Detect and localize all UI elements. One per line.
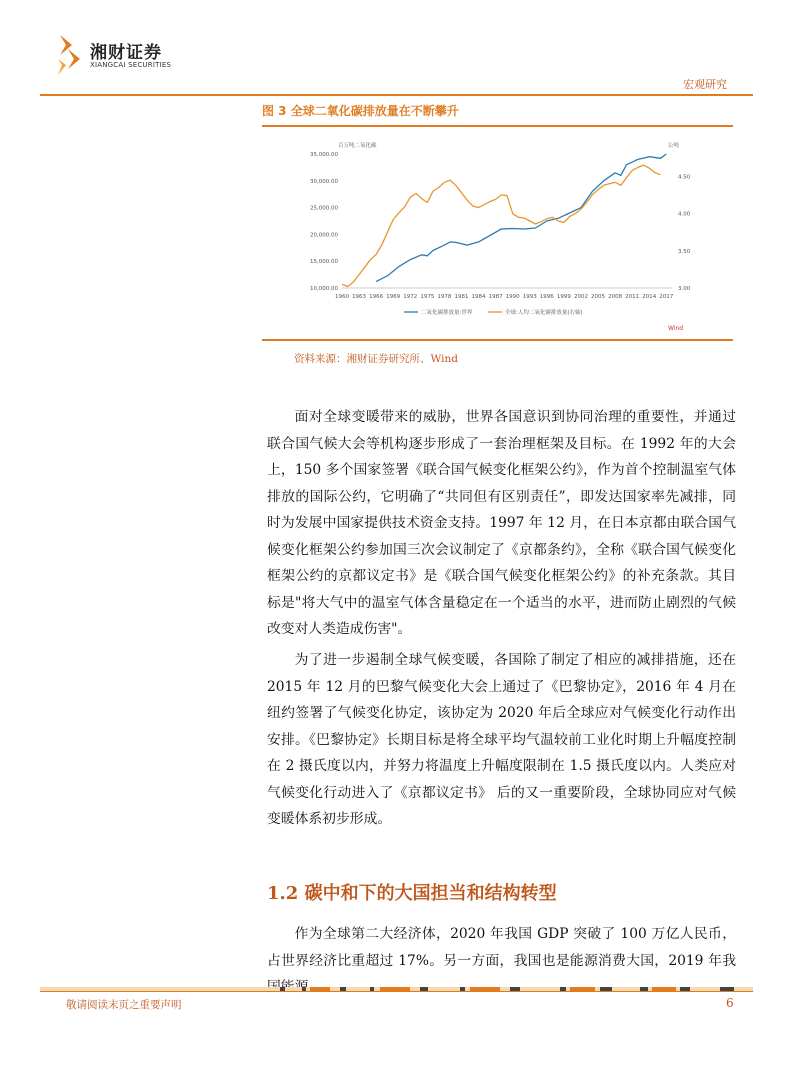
x-tick-label: 1963 xyxy=(352,294,367,300)
x-tick-label: 1993 xyxy=(522,294,537,300)
y2-tick-label: 3.50 xyxy=(678,248,691,255)
x-tick-label: 1996 xyxy=(539,294,554,300)
y-tick-label: 20,000.00 xyxy=(310,232,338,239)
y2-tick-label: 4.50 xyxy=(678,174,691,181)
body-paragraph-2: 为了进一步遏制全球气候变暖，各国除了制定了相应的减排措施，还在 2015 年 12 月的巴黎气候变化大会上通过了《巴黎协定》，2016 年 4 月在纽约签署了气候变化协定，该协定为 2020 年后全球应对气候变化行动作出安排。《巴黎协定》长期目标是将全球平均气温较前工业化时期上升幅度控制在 2 摄氏度以内，并努力将温度上升幅度限制在 1.5 摄氏度以内。人类应对气候变化行动进入了《京都议定书》 后的又一重要阶段，全球协同应对气候变暖体系初步形成。 xyxy=(267,652,736,827)
xiangcai-logo-icon xyxy=(58,35,82,75)
x-tick-label: 1966 xyxy=(369,294,384,300)
body-paragraph-3: 作为全球第二大经济体，2020 年我国 GDP 突破了 100 万亿人民币，占世界经济比重超过 17%。另一方面，我国也是能源消费大国，2019 年我 xyxy=(267,926,736,969)
brand-name-cn: 湘财证券 xyxy=(90,43,162,63)
x-tick-label: 1984 xyxy=(471,294,486,300)
x-tick-label: 2002 xyxy=(573,294,588,300)
x-tick-label: 1960 xyxy=(335,294,349,300)
footer-divider xyxy=(40,991,753,992)
x-tick-label: 2017 xyxy=(659,294,674,300)
x-tick-label: 2005 xyxy=(591,294,606,300)
x-tick-label: 2011 xyxy=(625,294,640,300)
y-tick-label: 35,000.00 xyxy=(310,152,338,158)
section-tag: 宏观研究 xyxy=(683,78,727,91)
figure-title: 图 3 全球二氧化碳排放量在不断攀升 xyxy=(262,104,459,118)
body-paragraph-1: 面对全球变暖带来的威胁，世界各国意识到协同治理的重要性，并通过联合国气候大会等机构逐步形成了一套治理框架及目标。在 1992 年的大会上，150 多个国家签署《联合国气候变化框架公约》，作为首个控制温室气体排放的国际公约，它明确了“共同但有区别责任”，即发达国家率先减排，同时为发展中国家提供技术资金支持。1997 年 12 月，在日本京都由联合国气候变化框架公约参加国三次会议制定了《京都条约》，全称《联合国气候变化框架公约的京都议定书》是《联合国气候变化框架公约》的补充条款。其目标是"将大气中的温室气体含量稳定在一个适当的水平，进而防止剧烈的气候改变对人类造成伤害"。 xyxy=(267,409,736,637)
footer-disclaimer: 敬请阅读末页之重要声明 xyxy=(66,999,182,1011)
y2-tick-label: 3.00 xyxy=(678,286,691,292)
figure-source: 资料来源：湘财证券研究所、Wind xyxy=(294,353,458,365)
x-tick-label: 1990 xyxy=(505,294,520,300)
brand-name-en: XIANGCAI SECURITIES xyxy=(90,61,172,69)
y-tick-label: 15,000.00 xyxy=(310,259,338,266)
y2-axis-label: 公吨 xyxy=(668,143,680,149)
x-tick-label: 1978 xyxy=(437,294,452,300)
page-number: 6 xyxy=(726,996,734,1010)
x-tick-label: 2008 xyxy=(608,294,623,300)
section-heading: 1.2 碳中和下的大国担当和结构转型 xyxy=(267,883,557,904)
y-axis-label: 百万吨二氧化碳 xyxy=(338,143,377,149)
legend-label-1: 二氧化碳排放量:世界 xyxy=(421,310,473,316)
x-tick-label: 1981 xyxy=(454,294,469,300)
header-divider xyxy=(40,94,753,96)
x-tick-label: 1999 xyxy=(556,294,571,300)
chart-watermark: Wind xyxy=(668,325,684,332)
x-tick-label: 2014 xyxy=(642,294,657,300)
x-tick-label: 1969 xyxy=(386,294,401,300)
y-tick-label: 30,000.00 xyxy=(310,178,338,185)
legend-label-2: 全球:人均二氧化碳排放量(右轴) xyxy=(505,310,583,316)
figure-top-divider xyxy=(262,125,733,127)
x-tick-label: 1975 xyxy=(420,294,435,300)
y2-tick-label: 4.00 xyxy=(678,211,691,218)
series-line-2 xyxy=(342,165,661,286)
x-tick-label: 1987 xyxy=(488,294,503,300)
x-tick-label: 1972 xyxy=(403,294,418,300)
y-tick-label: 10,000.00 xyxy=(310,286,338,292)
emissions-line-chart xyxy=(294,138,706,334)
y-tick-label: 25,000.00 xyxy=(310,205,338,212)
figure-bottom-divider xyxy=(262,339,733,341)
